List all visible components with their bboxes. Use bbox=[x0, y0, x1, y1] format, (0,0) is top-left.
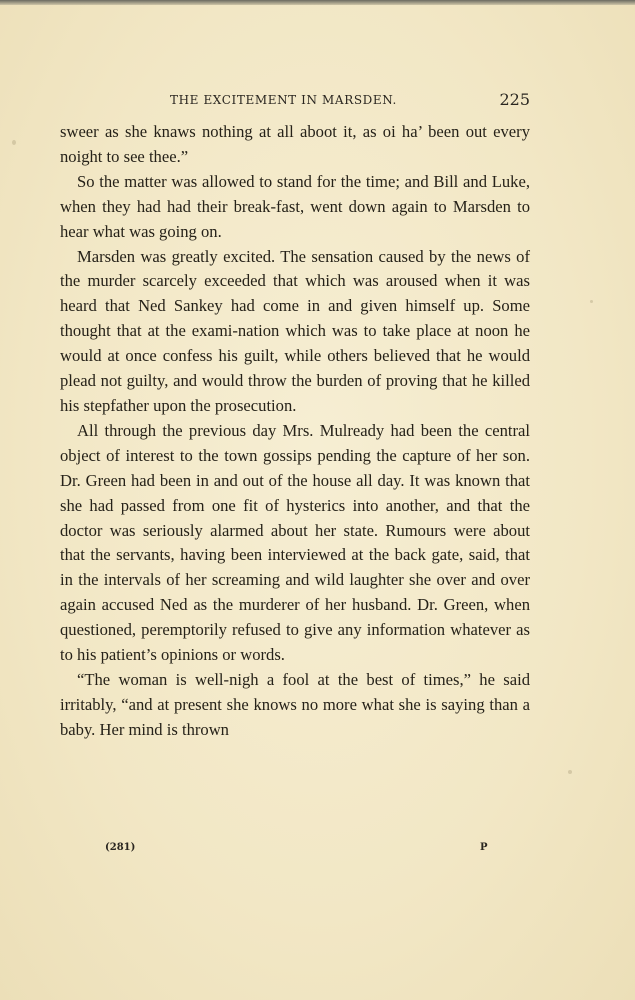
body-text bbox=[60, 120, 530, 743]
paragraph: “The woman is well-nigh a fool at the best of times,” he said irritably, “and at present she knows no more what she is saying than a baby. Her mind is thrown bbox=[60, 669, 530, 739]
running-head bbox=[60, 90, 530, 112]
signature-line bbox=[60, 840, 530, 858]
page-top-edge bbox=[0, 0, 635, 5]
paragraph: All through the previous day Mrs. Mulready had been the central object of interest to the town gossips pending the capture of her son. Dr. Green had been in and out of the house all day. It was known that she had passed from one fit of hysterics into another, and that the doctor was seriously alarmed about her state. Rumours were about that the servants, having been interviewed at the back gate, said, that in the intervals of her screaming and wild laughter she over and over again accused Ned as the murderer of her husband. Dr. Green, when questioned, peremptorily refused to give any information whatever as to his patient’s opinions or words. bbox=[60, 420, 530, 665]
paragraph-continuation: sweer as she knaws nothing at all aboot it, as oi ha’ been out every noight to see thee.” bbox=[60, 122, 530, 166]
paper-speck bbox=[568, 770, 572, 774]
signature-number: (281) bbox=[105, 842, 136, 853]
page-number: 225 bbox=[499, 90, 530, 109]
paper-speck bbox=[590, 300, 593, 303]
paper-speck bbox=[12, 140, 16, 145]
running-title: THE EXCITEMENT IN MARSDEN. bbox=[170, 93, 397, 107]
paragraph: So the matter was allowed to stand for the time; and Bill and Luke, when they had had their break-fast, went down again to Marsden to hear what was going on. bbox=[60, 171, 530, 241]
paragraph: Marsden was greatly excited. The sensation caused by the news of the murder scarcely exceeded that which was aroused when it was heard that Ned Sankey had come in and given himself up. Some thought that at the exami-nation which was to take place at noon he would at once confess his guilt, while others believed that he would plead not guilty, and would throw the burden of proving that he killed his stepfather upon the prosecution. bbox=[60, 246, 530, 415]
signature-letter: P bbox=[480, 842, 488, 853]
